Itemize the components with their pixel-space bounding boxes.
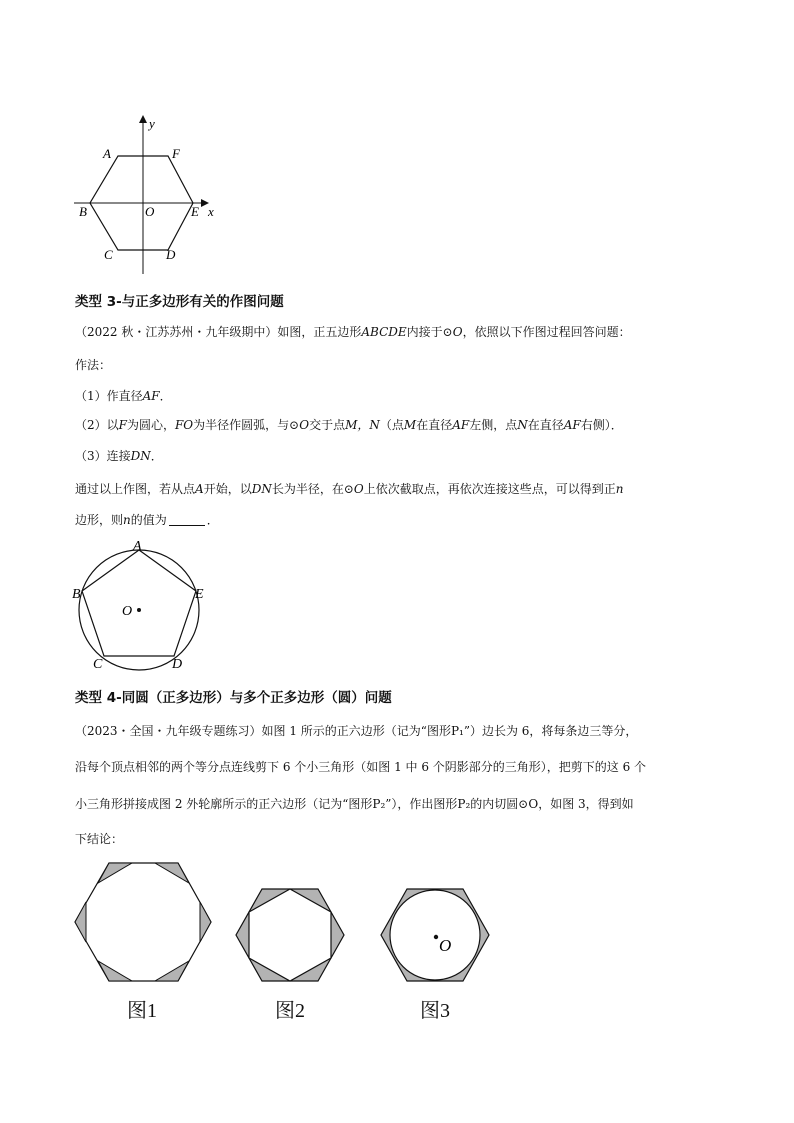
caption-figure-1: 图1 bbox=[127, 1000, 157, 1022]
section4-line-2: 沿每个顶点相邻的两个等分点连线剪下 6 个小三角形（如图 1 中 6 个阴影部分的三角形），把剪下的这 6 个 bbox=[75, 760, 647, 774]
question-line-1: 通过以上作图，若从点A开始，以DN长为半径，在⊙O上依次截取点，再依次连接这些点，可以得到正n bbox=[75, 482, 624, 496]
shaded-triangle bbox=[98, 961, 132, 981]
step-2: （2）以F为圆心，FO为半径作圆弧，与⊙O交于点M，N（点M在直径AF左侧，点N在直径AF右侧）． bbox=[75, 418, 623, 432]
answer-blank bbox=[169, 513, 205, 526]
label-C: C bbox=[104, 247, 113, 262]
shaded-triangle bbox=[155, 961, 189, 981]
label-B: B bbox=[72, 587, 81, 602]
step-3: （3）连接DN． bbox=[75, 449, 163, 463]
label-D: D bbox=[172, 657, 183, 672]
shaded-triangle bbox=[98, 863, 132, 883]
center-dot bbox=[434, 935, 438, 939]
label-y: y bbox=[149, 116, 155, 131]
label-B: B bbox=[79, 204, 87, 219]
label-D: D bbox=[166, 247, 176, 262]
section4-line-3: 小三角形拼接成图 2 外轮廓所示的正六边形（记为“图形P₂”），作出图形P₂的内切圆⊙O，如图 3，得到如 bbox=[75, 797, 634, 811]
label-x: x bbox=[208, 204, 214, 219]
incircle bbox=[390, 890, 480, 980]
label-O: O bbox=[145, 204, 155, 219]
section4-heading: 类型 4-同圆（正多边形）与多个正多边形（圆）问题 bbox=[75, 690, 392, 706]
section4-line-4: 下结论： bbox=[75, 832, 124, 846]
shaded-triangle bbox=[155, 863, 189, 883]
shaded-triangle bbox=[75, 902, 86, 942]
label-O: O bbox=[122, 604, 133, 619]
label-A: A bbox=[133, 539, 142, 554]
label-E: E bbox=[195, 587, 204, 602]
shaded-triangle bbox=[200, 902, 211, 942]
figure-1-hexagon-shaded bbox=[72, 860, 214, 985]
caption-figure-2: 图2 bbox=[275, 1000, 305, 1022]
question-line-2: 边形，则n的值为 ． bbox=[75, 513, 219, 527]
section3-heading: 类型 3-与正多边形有关的作图问题 bbox=[75, 294, 284, 310]
section3-intro: （2022 秋・江苏苏州・九年级期中）如图，正五边形ABCDE内接于⊙O，依照以下作图过程回答问题： bbox=[75, 325, 631, 339]
center-dot bbox=[137, 608, 141, 612]
step-1: （1）作直径AF． bbox=[75, 389, 172, 403]
caption-figure-3: 图3 bbox=[420, 1000, 450, 1022]
label-E: E bbox=[191, 204, 199, 219]
label-C: C bbox=[93, 657, 103, 672]
method-label: 作法： bbox=[75, 358, 112, 372]
figure-3-hexagon-incircle bbox=[379, 887, 491, 984]
hexagon-axes-figure bbox=[70, 112, 230, 277]
label-F: F bbox=[172, 146, 180, 161]
label-O: O bbox=[439, 936, 452, 955]
label-A: A bbox=[103, 146, 111, 161]
section4-line-1: （2023・全国・九年级专题练习）如图 1 所示的正六边形（记为“图形P₁”）边长为 6，将每条边三等分， bbox=[75, 724, 638, 738]
pentagon-circle-figure bbox=[68, 538, 218, 673]
figure-2-hexagon-shaded bbox=[234, 887, 346, 984]
